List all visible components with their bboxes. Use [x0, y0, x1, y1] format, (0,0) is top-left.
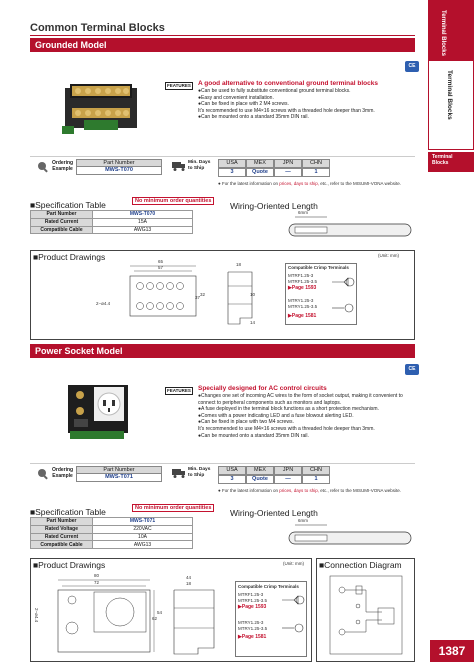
ship-col-jpn	[274, 466, 302, 484]
dim-label: 10	[250, 292, 256, 297]
product1-drawing-front	[90, 262, 200, 334]
part-number-value[interactable]: MWS-T071	[76, 473, 162, 482]
dim-label: 80	[94, 573, 100, 578]
side-tab-label: Terminal Blocks	[440, 10, 446, 56]
spec-label: Rated Current	[31, 218, 93, 226]
ship-value: 3	[218, 168, 246, 177]
table-row	[31, 533, 193, 541]
table-row	[31, 218, 193, 226]
page-ref-link[interactable]: ▶Page 1593	[288, 285, 317, 291]
bullet: It's recommended to use M4×16 screws with a threaded hole deeper than 3mm.	[198, 425, 375, 432]
ship-header: USA	[218, 466, 246, 475]
min-days-label: Min. Days to Ship	[188, 467, 211, 478]
product2-title-bar: Power Socket Model	[30, 344, 415, 358]
connection-title-text: Connection Diagram	[324, 560, 402, 570]
product2-ce-badge: CE	[405, 364, 419, 375]
header-rule	[30, 35, 415, 36]
ship-header: MEX	[246, 159, 274, 168]
ship-header: CHN	[302, 159, 330, 168]
spec-label: Rated Current	[31, 533, 93, 541]
crimp-item: MTRF1.25-3.5	[288, 279, 318, 284]
product1-spec-table	[30, 210, 193, 234]
spec-value: 15A	[93, 218, 193, 226]
ship-value: —	[274, 475, 302, 484]
ordering-example-label: Ordering Example	[52, 467, 74, 479]
spec-value: 10A	[93, 533, 193, 541]
ship-col-jpn	[274, 159, 302, 177]
ship-header: USA	[218, 159, 246, 168]
product2-unit: (Unit: mm)	[283, 561, 304, 566]
connection-diagram-title: ■Connection Diagram	[319, 560, 402, 570]
page-ref-text[interactable]: Page 1581	[291, 313, 317, 319]
product2-headline: Specially designed for AC control circuits	[198, 385, 327, 392]
crimp-item: MTRY1.25-3.5	[238, 626, 268, 631]
min-days-label: Min. Days to Ship	[188, 160, 211, 171]
table-row	[31, 518, 193, 526]
ship-value: 1	[302, 475, 330, 484]
spec-value: MWS-T071	[93, 518, 193, 526]
product2-features-label: FEATURES	[167, 388, 191, 393]
truck-icon	[172, 159, 186, 177]
product1-features-label: FEATURES	[167, 83, 191, 88]
bullet: It's recommended to use M4×16 screws with a threaded hole deeper than 3mm.	[198, 107, 375, 114]
bullet: connect to peripheral components such as monitors and laptops.	[198, 399, 342, 406]
ship-header: MEX	[246, 466, 274, 475]
page-ref-text[interactable]: Page 1593	[291, 285, 317, 291]
dim-label: 18	[236, 262, 242, 267]
product2-bullets	[198, 393, 423, 439]
ship-days-table	[218, 466, 330, 484]
crimp-terminal-icon	[280, 590, 306, 645]
bullet: ●Can be used to fully substitute conventional ground terminal blocks.	[198, 88, 351, 94]
ship-value: Quote	[246, 475, 274, 484]
product1-drawing-side	[222, 268, 262, 328]
bullet: ●Easy and convenient installation.	[198, 94, 274, 101]
product2-image	[60, 375, 138, 443]
magnifier-icon	[36, 160, 50, 179]
page-ref-text[interactable]: Page 1593	[241, 604, 267, 610]
dim-label: 2−ø4.4	[96, 301, 111, 306]
note-suffix: etc., refer to the MISUMI-VONA website.	[319, 181, 402, 186]
product2-spec-title: ■Specification Table	[30, 507, 106, 517]
part-number-value[interactable]: MWS-T070	[76, 166, 162, 175]
dim-label: 65	[158, 259, 164, 264]
bullet: ●Changes one set of incoming AC wires to the form of socket output, making it convenient to	[198, 393, 403, 399]
product1-ce-badge: CE	[405, 61, 419, 72]
spec-value: AWG13	[93, 541, 193, 549]
note-link[interactable]: prices, days to ship,	[279, 181, 320, 186]
spec-value: AWG13	[93, 226, 193, 234]
crimp-title: Compatible Crimp Terminals	[288, 265, 349, 270]
product1-title-bar: Grounded Model	[30, 38, 415, 52]
bullet: ●Can be fixed in place with two M4 screws.	[198, 419, 294, 426]
spec-label: Compatible Cable	[31, 226, 93, 234]
spec-title-text: Specification Table	[35, 507, 106, 517]
spec-label: Compatible Cable	[31, 541, 93, 549]
product2-spec-table	[30, 517, 193, 549]
bullet: ●Comes with a power indicating LED and a fuse blowout alerting LED.	[198, 412, 354, 419]
product1-bullets	[198, 88, 418, 121]
crimp-terminal-icon	[330, 272, 356, 325]
ship-col-usa	[218, 159, 246, 177]
dim-label: 57	[158, 265, 164, 270]
dim-label: 14	[250, 320, 256, 325]
page-number-box: 1387	[430, 640, 474, 662]
category-title: Common Terminal Blocks	[30, 22, 165, 34]
ship-col-usa	[218, 466, 246, 484]
page-ref-link[interactable]: ▶Page 1581	[238, 634, 267, 640]
dim-label: 18	[186, 581, 192, 586]
spec-title-text: Specification Table	[35, 200, 106, 210]
part-number-header: Part Number	[76, 466, 162, 475]
ship-col-chn	[302, 466, 330, 484]
product2-wiring-dim: 6mm	[298, 518, 308, 523]
page-ref-link[interactable]: ▶Page 1581	[288, 313, 317, 319]
product2-wiring-title: Wiring-Oriented Length	[230, 508, 318, 518]
product1-headline: A good alternative to conventional ground terminal blocks	[198, 80, 378, 87]
part-number-header: Part Number	[76, 159, 162, 168]
bullet: ●Can be fixed in place with 2 M4 screws.	[198, 101, 289, 108]
dim-label: 54	[157, 610, 163, 615]
dim-label: 72	[94, 580, 100, 585]
crimp-item: MTRF1.25-3	[238, 592, 264, 597]
ship-col-chn	[302, 159, 330, 177]
table-row	[31, 211, 193, 219]
side-tab-current-label: Terminal Blocks	[446, 70, 453, 120]
connection-diagram-figure	[322, 572, 410, 658]
ship-value: 1	[302, 168, 330, 177]
spec-label: Part Number	[31, 211, 93, 219]
product1-drawings-title: ■Product Drawings	[33, 252, 106, 262]
ship-header: CHN	[302, 466, 330, 475]
spec-label: Part Number	[31, 518, 93, 526]
note-suffix: etc., refer to the MISUMI-VONA website.	[319, 488, 402, 493]
dim-label: 44	[186, 575, 192, 580]
page-ref-text[interactable]: Page 1581	[241, 634, 267, 640]
dim-label: 37	[195, 295, 201, 300]
crimp-title: Compatible Crimp Terminals	[238, 584, 299, 589]
table-row	[31, 226, 193, 234]
product1-wiring-title: Wiring-Oriented Length	[230, 201, 318, 211]
table-row	[31, 541, 193, 549]
ship-value: —	[274, 168, 302, 177]
page-ref-link[interactable]: ▶Page 1593	[238, 604, 267, 610]
dim-label: 32	[200, 292, 206, 297]
ship-header: JPN	[274, 466, 302, 475]
bullet: ●Can be mounted onto a standard 35mm DIN rail.	[198, 114, 309, 121]
dim-label: 2−ø4.4	[34, 608, 39, 623]
latest-info-note: ● For the latest information on prices, days to ship, etc., refer to the MISUMI-VONA website.	[218, 488, 402, 493]
product2-drawings-title: ■Product Drawings	[33, 560, 106, 570]
ship-days-table	[218, 159, 330, 177]
ship-value: Quote	[246, 168, 274, 177]
ship-header: JPN	[274, 159, 302, 168]
truck-icon	[172, 466, 186, 484]
dim-label: 62	[152, 616, 158, 621]
product1-image	[62, 80, 140, 136]
drawings-title-text: Product Drawings	[38, 560, 106, 570]
ship-value: 3	[218, 475, 246, 484]
latest-info-note: ● For the latest information on prices, days to ship, etc., refer to the MISUMI-VONA website.	[218, 181, 402, 186]
crimp-item: MTRY1.25-3	[288, 298, 314, 303]
product1-no-min-badge: No minimum order quantities	[132, 197, 214, 205]
magnifier-icon	[36, 467, 50, 486]
crimp-item: MTRY1.25-3.5	[288, 304, 318, 309]
note-prefix: For the latest information on	[221, 181, 280, 186]
drawings-title-text: Product Drawings	[38, 252, 106, 262]
note-prefix: For the latest information on	[221, 488, 280, 493]
crimp-item: MTRY1.25-3	[238, 620, 264, 625]
ordering-example-label: Ordering Example	[52, 160, 74, 172]
product1-spec-title: ■Specification Table	[30, 200, 106, 210]
bullet: ●Can be mounted onto a standard 35mm DIN rail.	[198, 432, 309, 439]
product1-unit: (Unit: mm)	[378, 253, 399, 258]
ship-col-mex	[246, 159, 274, 177]
product2-no-min-badge: No minimum order quantities	[132, 504, 214, 512]
product2-drawing-front	[40, 576, 165, 658]
crimp-item: MTRF1.25-3	[288, 273, 314, 278]
crimp-item: MTRF1.25-3.5	[238, 598, 268, 603]
spec-value: MWS-T070	[93, 211, 193, 219]
bullet: ●A fuse deployed in the terminal block functions as a short protection mechanism.	[198, 406, 379, 413]
product1-wiring-dim: 6mm	[298, 210, 308, 215]
spec-label: Rated Voltage	[31, 525, 93, 533]
table-row	[31, 525, 193, 533]
ship-col-mex	[246, 466, 274, 484]
side-tab-small[interactable]: Terminal Blocks	[428, 152, 474, 172]
product2-drawing-side	[168, 578, 220, 658]
note-link[interactable]: prices, days to ship,	[279, 488, 320, 493]
spec-value: 220VAC	[93, 525, 193, 533]
